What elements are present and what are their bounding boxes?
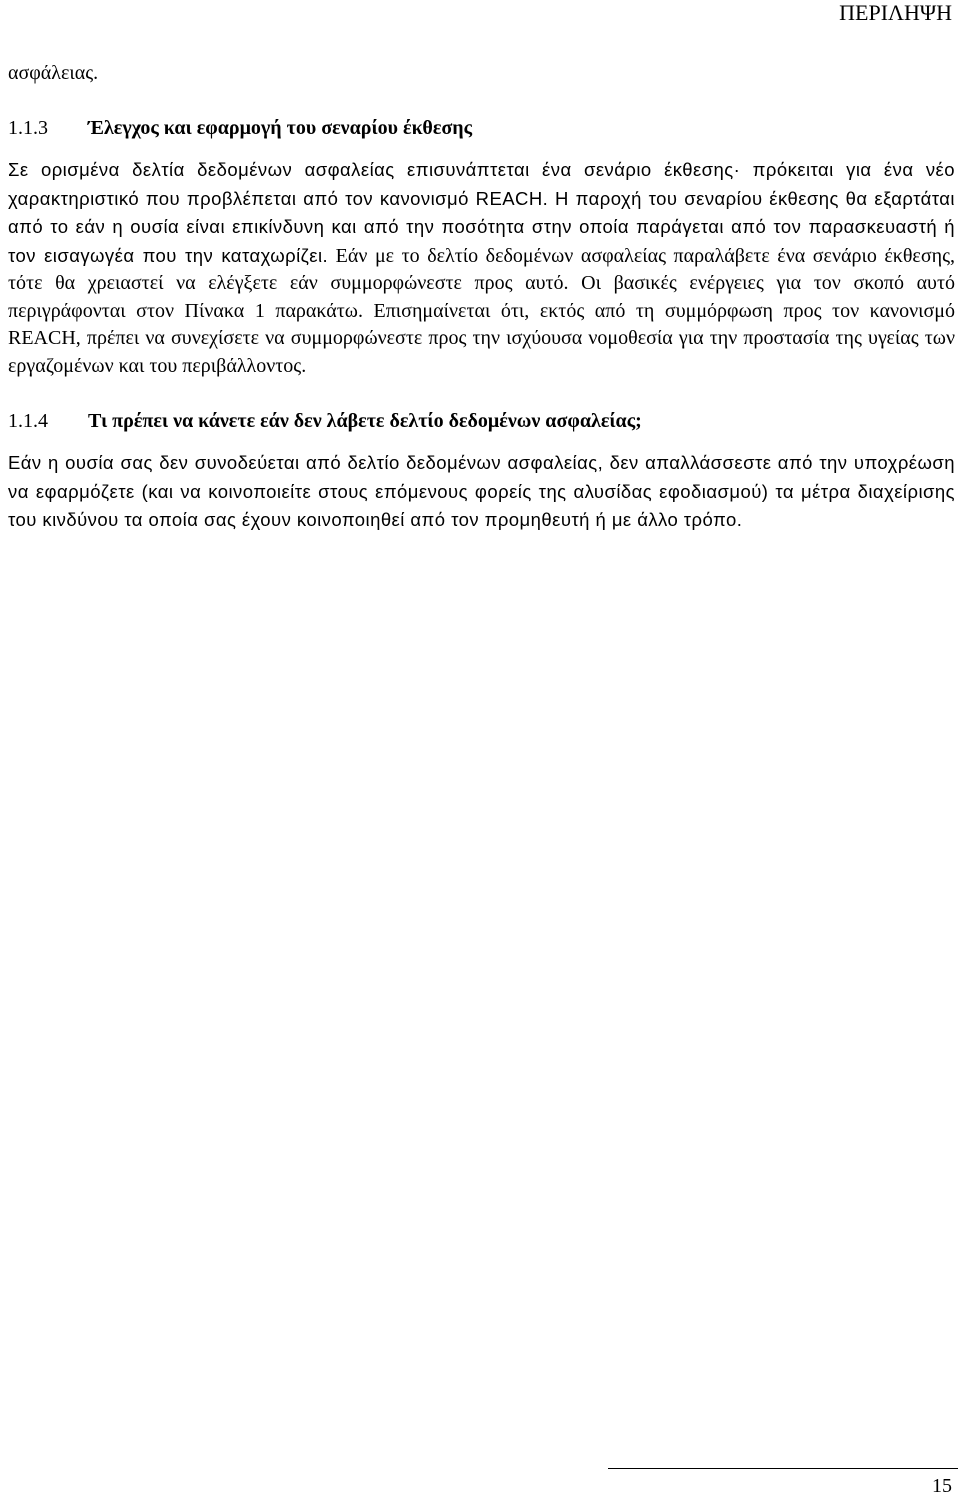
section-number: 1.1.3 [8,117,48,139]
section-title: Τι πρέπει να κάνετε εάν δεν λάβετε δελτίο δεδομένων ασφαλείας; [88,410,642,432]
paragraph-text-part: Εάν με το δελτίο δεδομένων ασφαλείας παραλάβετε ένα σενάριο έκθεσης, τότε θα χρειαστεί να ελέγξετε εάν συμμορφώνεστε προς αυτό. Οι βασικές ενέργειες για τον σκοπό αυτό περιγράφονται στον Πίνακα 1 παρακάτω. Επισημαίνεται ότι, εκτός από τη συμμόρφωση προς τον κανονισμό REACH, πρέπει να συνεχίσετε να συμμορφώνεστε προς την ισχύουσα νομοθεσία για την προστασία της υγείας των εργαζομένων και του περιβάλλοντος. [8,244,955,377]
section-number: 1.1.4 [8,410,48,432]
footer-divider [608,1468,958,1469]
section-heading-1-1-4 [8,408,955,435]
running-header-label: ΠΕΡΙΛΗΨΗ [839,0,952,25]
page-number: 15 [932,1475,952,1497]
section-paragraph-1-1-4 [8,449,955,535]
section-heading-1-1-3 [8,115,955,142]
paragraph-text-part: Εάν η ουσία σας δεν συνοδεύεται από δελτίο δεδομένων ασφαλείας, δεν απαλλάσσεστε από την υποχρέωση να εφαρμόζετε (και να κοινοποιείτε στους επόμενους φορείς της αλυσίδας εφοδιασμού) τα μέτρα διαχείρισης του κινδύνου τα οποία σας έχουν κοινοποιηθεί από τον προμηθευτή ή με άλλο τρόπο. [8,452,955,530]
section-paragraph-1-1-3 [8,156,955,380]
section-title: Έλεγχος και εφαρμογή του σεναρίου έκθεσης [88,117,473,139]
paragraph-text-part: Σε ορισμένα δελτία δεδομένων ασφαλείας επισυνάπτεται ένα σενάριο έκθεσης· πρόκειται για ένα νέο χαρακτηριστικό που προβλέπεται από τον κανονισμό REACH. Η παροχή του σεναρίου έκθεσης θα εξαρτάται από το εάν η ουσία είναι επικίνδυνη και από την ποσότητα στην οποία παράγεται από τον παρασκευαστή ή τον εισαγωγέα που την καταχωρίζει. [8,159,955,266]
continued-text-fragment: ασφάλειας. [8,62,99,84]
document-body [8,60,955,563]
